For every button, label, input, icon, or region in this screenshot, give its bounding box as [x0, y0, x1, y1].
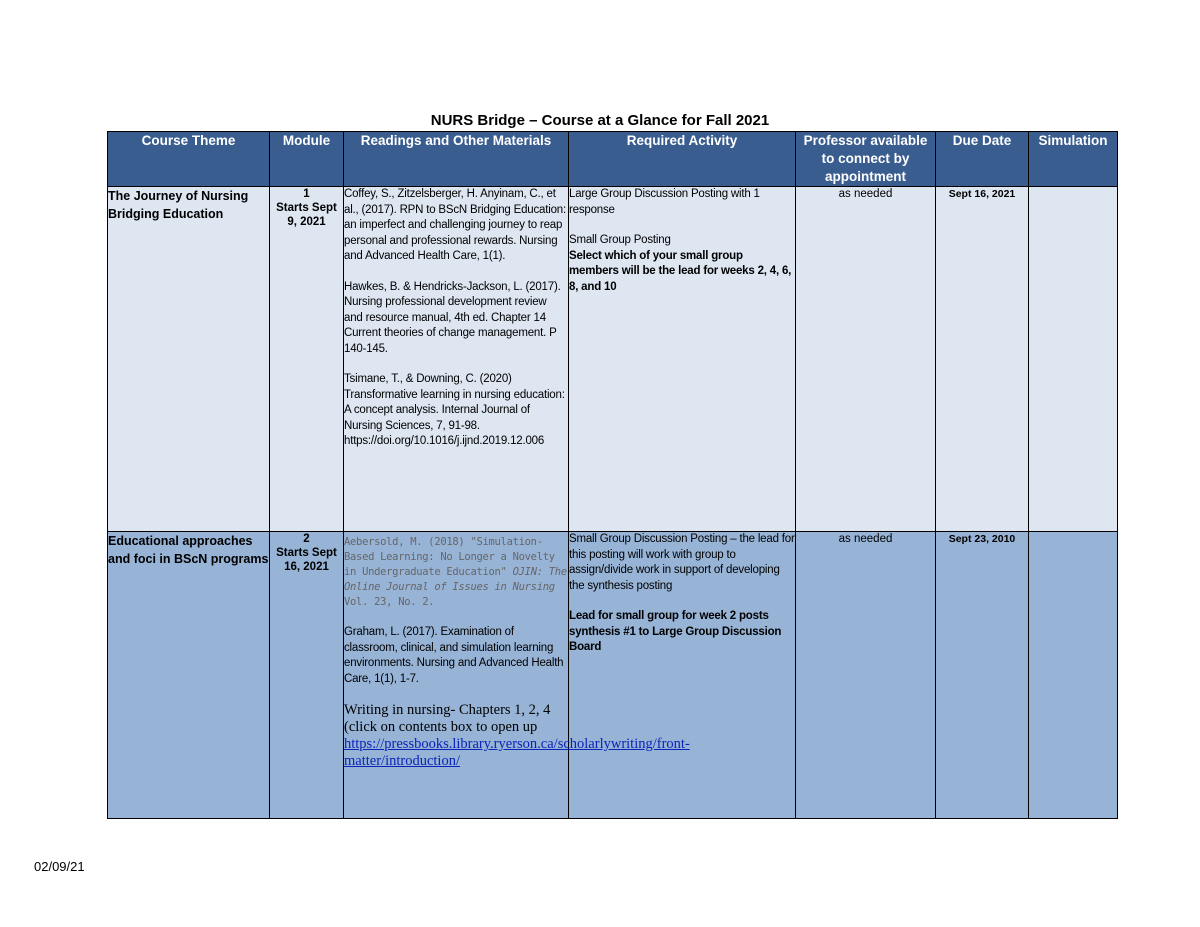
- header-readings: Readings and Other Materials: [344, 132, 569, 187]
- aebersold-journal: OJIN: The Online Journal of Issues in Nursing: [344, 566, 567, 593]
- header-due-date: Due Date: [936, 132, 1029, 187]
- readings-cell: [344, 187, 569, 532]
- reading-citation: Hawkes, B. & Hendricks-Jackson, L. (2017). Nursing professional development review and resource manual, 4th ed. Chapter 14 Current theories of change management. P 140-145.: [344, 280, 561, 355]
- due-date-cell: Sept 23, 2010: [936, 532, 1029, 819]
- header-row: [108, 132, 1118, 187]
- header-professor: Professor available to connect by appointment: [796, 132, 936, 187]
- simulation-cell: [1029, 532, 1118, 819]
- module-start: Starts Sept 16, 2021: [276, 547, 337, 573]
- course-theme-cell: Educational approaches and foci in BScN programs: [108, 532, 270, 819]
- module-number: 1: [303, 188, 310, 200]
- course-theme-cell: The Journey of Nursing Bridging Education: [108, 187, 270, 532]
- table-row: [108, 532, 1118, 819]
- reading-citation: Graham, L. (2017). Examination of classroom, clinical, and simulation learning environments. Nursing and Advanced Health Care, 1(1), 1-7.: [344, 626, 564, 685]
- header-module: Module: [270, 132, 344, 187]
- activity-lead-instruction: Lead for small group for week 2 posts synthesis #1 to Large Group Discussion Board: [569, 610, 782, 653]
- activity-cell: [569, 532, 796, 819]
- activity-large-group: Large Group Discussion Posting with 1 response: [569, 188, 760, 216]
- module-start: Starts Sept 9, 2021: [276, 202, 337, 228]
- module-cell: [270, 532, 344, 819]
- footer-date: 02/09/21: [34, 859, 85, 874]
- pressbooks-link[interactable]: https://pressbooks.library.ryerson.ca/scholarlywriting/front-matter/introduction/: [344, 736, 690, 769]
- writing-in-nursing-text: Writing in nursing- Chapters 1, 2, 4 (click on contents box to open up: [344, 702, 551, 735]
- aebersold-citation-text: Aebersold, M. (2018) "Simulation-Based Learning: No Longer a Novelty in Undergraduate Education": [344, 536, 555, 578]
- aebersold-volume: Vol. 23, No. 2.: [344, 596, 435, 608]
- activity-small-group-discussion: Small Group Discussion Posting – the lead for this posting will work with group to assign/divide work in support of developing the synthesis posting: [569, 533, 795, 592]
- professor-cell: as needed: [796, 532, 936, 819]
- simulation-cell: [1029, 187, 1118, 532]
- due-date-cell: Sept 16, 2021: [936, 187, 1029, 532]
- reading-citation: Coffey, S., Zitzelsberger, H. Anyinam, C., et al., (2017). RPN to BScN Bridging Education: an imperfect and challenging journey to reap personal and professional rewards. Nursing and Advanced Health Care, 1(1).: [344, 188, 566, 262]
- reading-citation: Tsimane, T., & Downing, C. (2020) Transformative learning in nursing education: A concept analysis. Internal Journal of Nursing Sciences, 7, 91-98. https://doi.org/10.1016/j.ijnd.2019.12.006: [344, 373, 565, 447]
- page-title: NURS Bridge – Course at a Glance for Fall 2021: [430, 112, 770, 129]
- header-simulation: Simulation: [1029, 132, 1118, 187]
- reading-writing-in-nursing: [344, 702, 690, 770]
- activity-small-group-instruction: Select which of your small group members will be the lead for weeks 2, 4, 6, 8, and 10: [569, 249, 792, 293]
- reading-citation-aebersold: [344, 535, 568, 610]
- module-cell: [270, 187, 344, 532]
- course-table: [107, 131, 1118, 819]
- module-number: 2: [303, 533, 310, 545]
- activity-cell: [569, 187, 796, 532]
- table-row: [108, 187, 1118, 532]
- header-required-activity: Required Activity: [569, 132, 796, 187]
- header-course-theme: Course Theme: [108, 132, 270, 187]
- activity-small-group: Small Group Posting: [569, 234, 671, 246]
- professor-cell: as needed: [796, 187, 936, 532]
